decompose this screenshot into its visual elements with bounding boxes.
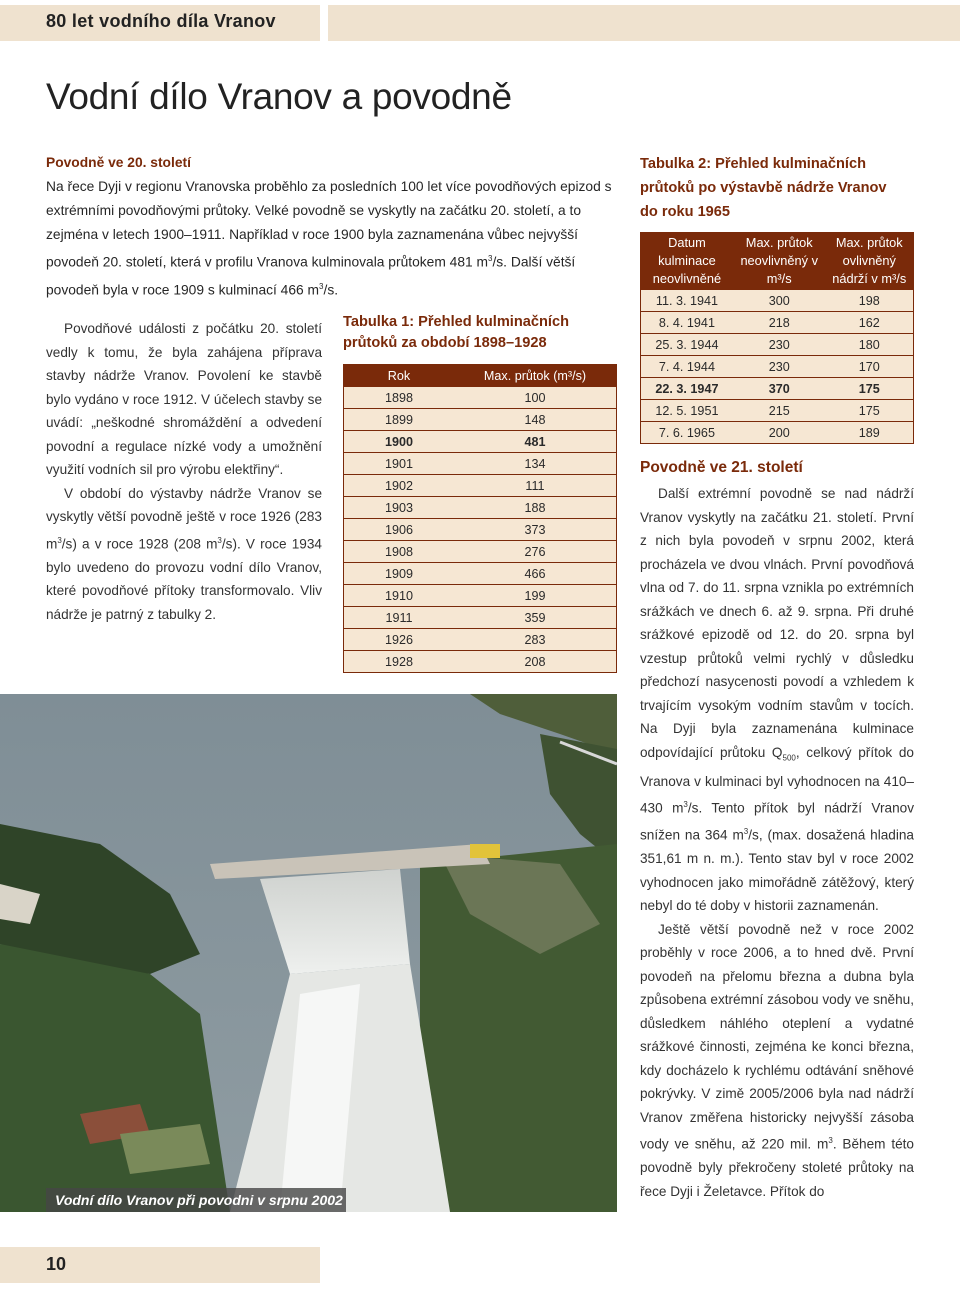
table-cell: 1909 [344,563,455,585]
table-cell: 276 [454,541,617,563]
intro-heading: Povodně ve 20. století [46,155,191,170]
table-cell: 373 [454,519,617,541]
table-cell: 175 [826,400,914,422]
body-paragraph: Povodňové události z počátku 20. století vedly k tomu, že byla zahájena příprava stavby nádrže Vranov. Povolení ke stavbě bylo vydáno v roce 1912. V účelech stavby se uvádí: „neškodné shromáždění a odvedení povodní a regulace nízké vody a umožnění využití vodních sil pro výrobu elektřiny“. [46,321,322,477]
table-cell: 230 [733,334,826,356]
body-paragraph: Další extrémní povodně se nad nádrží Vranov vyskytly na začátku 21. století. První z nich byla povodeň v srpnu 2002, která procházela ve dvou vlnách. První povodňová vlna od 7. do 11. srpna vznikla po extrémních srážkách ve dnech 6. až 9. srpna. Při druhé srážkové epizodě od 12. do 20. srpna byl vzestup průtoků velmi rychlý v důsledku předchozí nasycenosti povodí a vzhledem k trvajícím vysokým vodním stavům v tocích. Na Dyji byla zaznamenána kulminace odpovídající průtoku $Q_{500}$, celkový přítok do Vranova v kulminaci byl vyhodnocen na 410–430 $m^3/s$. Tento přítok byl nádrží Vranov snížen na 364 $m^3/s$, (max. dosažená hladina 351,61 m n. m.). Tento stav byl v roce 2002 vyhodnocen jako mimořádně zátěžový, který nebyl do té doby v historii zaznamenán. [640,486,915,914]
table-row [344,409,617,431]
table-cell: 7. 6. 1965 [641,422,733,444]
table-cell: 230 [733,356,826,378]
table-cell: 22. 3. 1947 [641,378,733,400]
table2-header-0: Datum kulminace neovlivněné [641,233,733,290]
table-cell: 1911 [344,607,455,629]
table-cell: 199 [454,585,617,607]
table-row [344,585,617,607]
table1-caption: Tabulka 1: Přehled kulminačních průtoků za období 1898–1928 [343,314,569,351]
table-row [344,497,617,519]
table-cell: 370 [733,378,826,400]
table-row [344,629,617,651]
table-row [344,453,617,475]
table-row [344,387,617,409]
table2 [640,232,914,444]
table-cell: 1903 [344,497,455,519]
table-row [641,290,914,312]
table-row [344,431,617,453]
table1-header-1: Max. průtok (m³/s) [454,365,617,387]
table-cell: 111 [454,475,617,497]
table-cell: 200 [733,422,826,444]
table-cell: 1898 [344,387,455,409]
table-cell: 218 [733,312,826,334]
table-cell: 189 [826,422,914,444]
table-cell: 1928 [344,651,455,673]
table-row [641,400,914,422]
table-cell: 1900 [344,431,455,453]
table-row [641,422,914,444]
table-row [641,378,914,400]
table-cell: 148 [454,409,617,431]
table-row [344,541,617,563]
table-row [344,475,617,497]
table1 [343,364,617,673]
table-cell: 25. 3. 1944 [641,334,733,356]
table-row [641,312,914,334]
header-band-right [328,5,960,41]
body-column-right [640,482,914,1203]
table-cell: 466 [454,563,617,585]
table-cell: 300 [733,290,826,312]
table-cell: 1902 [344,475,455,497]
table2-header-1: Max. průtok neovlivněný v m³/s [733,233,826,290]
page-number: 10 [46,1254,67,1274]
table-cell: 1899 [344,409,455,431]
table-cell: 481 [454,431,617,453]
table2-header-2: Max. průtok ovlivněný nádrží v m³/s [826,233,914,290]
body-column-left [46,317,322,626]
table-cell: 8. 4. 1941 [641,312,733,334]
table-cell: 1910 [344,585,455,607]
table-cell: 208 [454,651,617,673]
table-cell: 100 [454,387,617,409]
table-row [344,651,617,673]
table-cell: 7. 4. 1944 [641,356,733,378]
table-row [344,519,617,541]
table-cell: 175 [826,378,914,400]
running-header: 80 let vodního díla Vranov [46,11,276,31]
photo-caption: Vodní dílo Vranov při povodni v srpnu 2002 [55,1192,343,1208]
table-cell: 215 [733,400,826,422]
table-cell: 359 [454,607,617,629]
table-cell: 283 [454,629,617,651]
table-cell: 180 [826,334,914,356]
table-cell: 12. 5. 1951 [641,400,733,422]
table-row [344,563,617,585]
body-paragraph: V období do výstavby nádrže Vranov se vyskytly větší povodně ještě v roce 1926 (283 $m^3/s$) a v roce 1928 (208 $m^3/s$). V roce 1934 bylo uvedeno do provozu vodní dílo Vranov, které povodňové přítoky transformovalo. Vliv nádrže je patrný z tabulky 2. [46,485,322,622]
table-cell: 162 [826,312,914,334]
table-cell: 170 [826,356,914,378]
dam-flood-photo [0,694,617,1212]
section-heading-21st: Povodně ve 21. století [640,459,803,476]
table-row [344,607,617,629]
table-cell: 134 [454,453,617,475]
table-cell: 1901 [344,453,455,475]
table-cell: 1906 [344,519,455,541]
intro-text: Na řece Dyji v regionu Vranovska proběhlo za posledních 100 let více povodňových epizod s extrémními povodňovými průtoky. Velké povodně se vyskytly na začátku 20. století, a to zejména v letech 1900–1911. Například v roce 1900 byla zaznamenána vůbec nejvyšší povodeň 20. století, která v profilu Vranova kulminovala průtokem 481 m [46,179,612,270]
table1-header-0: Rok [344,365,455,387]
intro-paragraph: Povodně ve 20. století Na řece Dyji v regionu Vranovska proběhlo za posledních 100 let více povodňových epizod s extrémními povodňovými průtoky. Velké povodně se vyskytly na začátku 20. století, a to zejména v letech 1900–1911. Například v roce 1900 byla zaznamenána vůbec nejvyšší povodeň 20. století, která v profilu Vranova kulminovala průtokem 481 $m^3/s$. Další větší povodeň byla v roce 1909 s kulminací 466 $m^3/s$. [46,151,616,302]
page-title: Vodní dílo Vranov a povodně [46,76,512,117]
table-row [641,356,914,378]
table-cell: 11. 3. 1941 [641,290,733,312]
table-cell: 1926 [344,629,455,651]
table-cell: 198 [826,290,914,312]
table-cell: 1908 [344,541,455,563]
table-cell: 188 [454,497,617,519]
table2-caption: Tabulka 2: Přehled kulminačních průtoků po výstavbě nádrže Vranov do roku 1965 [640,156,887,220]
body-paragraph: Ještě větší povodně než v roce 2002 proběhly v roce 2006, a to hned dvě. První povodeň na přelomu března a dubna byla způsobena extrémní zásobou vody ve sněhu, důsledkem náhlého oteplení a vydatné srážkové činnosti, zejména ke konci března, kdy docházelo k rychlému odtávání sněhové pokrývky. V zimě 2005/2006 byla nad nádrží Vranov změřena historicky nejvyšší zásoba vody ve sněhu, až 220 mil. $m^3$. Během této povodně byly překročeny stoleté průtoky na řece Dyji i Želetavce. Přítok do [640,921,914,1199]
table-row [641,334,914,356]
